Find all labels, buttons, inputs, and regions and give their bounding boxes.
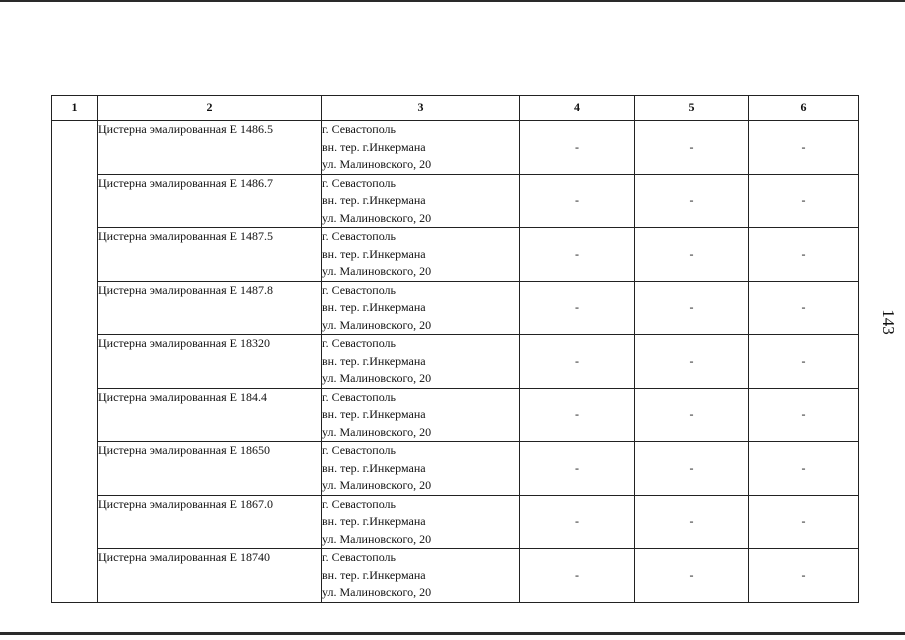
col-header-4: 4: [520, 96, 635, 121]
address-line: вн. тер. г.Инкермана: [322, 300, 426, 314]
address-cell: [322, 174, 520, 228]
table-row: [52, 174, 859, 228]
item-name-cell: Цистерна эмалированная Е 18740: [98, 549, 322, 603]
address-line: ул. Малиновского, 20: [322, 264, 432, 278]
value-cell-c6: -: [749, 174, 859, 228]
value-cell-c5: -: [635, 442, 749, 496]
value-cell-c4: -: [520, 442, 635, 496]
value-cell-c6: -: [749, 388, 859, 442]
value-cell-c6: -: [749, 335, 859, 389]
value-cell-c5: -: [635, 228, 749, 282]
value-cell-c4: -: [520, 174, 635, 228]
address-line: ул. Малиновского, 20: [322, 210, 432, 225]
col-header-2: 2: [98, 96, 322, 121]
address-line: г. Севастополь: [322, 122, 397, 136]
item-name-cell: Цистерна эмалированная Е 1867.0: [98, 495, 322, 549]
value-cell-c4: -: [520, 495, 635, 549]
col-header-5: 5: [635, 96, 749, 121]
item-name-cell: Цистерна эмалированная Е 1487.8: [98, 281, 322, 335]
address-line: вн. тер. г.Инкермана: [322, 353, 426, 368]
value-cell-c5: -: [635, 335, 749, 389]
header-row: [52, 96, 859, 121]
inventory-table: [51, 95, 859, 603]
scan-bottom-edge: [0, 632, 905, 635]
value-cell-c4: -: [520, 228, 635, 282]
address-line: г. Севастополь: [322, 550, 397, 564]
value-cell-c5: -: [635, 495, 749, 549]
address-line: вн. тер. г.Инкермана: [322, 139, 426, 154]
address-line: ул. Малиновского, 20: [322, 371, 432, 385]
address-line: вн. тер. г.Инкермана: [322, 460, 426, 475]
item-name-cell: Цистерна эмалированная Е 18320: [98, 335, 322, 389]
address-line: г. Севастополь: [322, 282, 397, 297]
address-cell: [322, 388, 520, 442]
col-header-3: 3: [322, 96, 520, 121]
address-line: вн. тер. г.Инкермана: [322, 193, 426, 207]
item-name-cell: Цистерна эмалированная Е 18650: [98, 442, 322, 496]
table-row: [52, 121, 859, 175]
address-line: вн. тер. г.Инкермана: [322, 567, 426, 582]
number-cell: [52, 121, 98, 603]
address-cell: [322, 121, 520, 175]
address-line: вн. тер. г.Инкермана: [322, 514, 426, 528]
table-row: [52, 549, 859, 603]
address-line: ул. Малиновского, 20: [322, 478, 432, 492]
address-line: ул. Малиновского, 20: [322, 531, 432, 546]
item-name-cell: Цистерна эмалированная Е 1486.5: [98, 121, 322, 175]
address-line: ул. Малиновского, 20: [322, 157, 432, 171]
value-cell-c4: -: [520, 121, 635, 175]
table-row: [52, 228, 859, 282]
address-cell: [322, 228, 520, 282]
address-line: ул. Малиновского, 20: [322, 317, 432, 332]
value-cell-c4: -: [520, 388, 635, 442]
table-row: [52, 388, 859, 442]
col-header-6: 6: [749, 96, 859, 121]
value-cell-c5: -: [635, 549, 749, 603]
address-line: вн. тер. г.Инкермана: [322, 246, 426, 261]
address-line: г. Севастополь: [322, 443, 397, 457]
item-name-cell: Цистерна эмалированная Е 1486.7: [98, 174, 322, 228]
address-line: г. Севастополь: [322, 336, 397, 350]
value-cell-c5: -: [635, 121, 749, 175]
table-row: [52, 442, 859, 496]
table-row: [52, 281, 859, 335]
page-number: 143: [879, 309, 898, 335]
address-cell: [322, 495, 520, 549]
address-cell: [322, 281, 520, 335]
value-cell-c4: -: [520, 335, 635, 389]
value-cell-c5: -: [635, 281, 749, 335]
value-cell-c6: -: [749, 121, 859, 175]
address-line: г. Севастополь: [322, 389, 397, 404]
value-cell-c6: -: [749, 549, 859, 603]
address-line: ул. Малиновского, 20: [322, 585, 432, 599]
scan-top-edge: [0, 0, 905, 2]
value-cell-c6: -: [749, 495, 859, 549]
value-cell-c5: -: [635, 174, 749, 228]
item-name-cell: Цистерна эмалированная Е 184.4: [98, 388, 322, 442]
value-cell-c6: -: [749, 281, 859, 335]
address-line: г. Севастополь: [322, 175, 397, 190]
address-line: ул. Малиновского, 20: [322, 424, 432, 439]
value-cell-c4: -: [520, 281, 635, 335]
address-line: г. Севастополь: [322, 229, 397, 243]
value-cell-c6: -: [749, 228, 859, 282]
value-cell-c6: -: [749, 442, 859, 496]
item-name-cell: Цистерна эмалированная Е 1487.5: [98, 228, 322, 282]
address-cell: [322, 442, 520, 496]
col-header-1: 1: [52, 96, 98, 121]
address-cell: [322, 335, 520, 389]
address-line: вн. тер. г.Инкермана: [322, 407, 426, 421]
address-line: г. Севастополь: [322, 496, 397, 511]
value-cell-c4: -: [520, 549, 635, 603]
value-cell-c5: -: [635, 388, 749, 442]
address-cell: [322, 549, 520, 603]
table-row: [52, 495, 859, 549]
table-row: [52, 335, 859, 389]
